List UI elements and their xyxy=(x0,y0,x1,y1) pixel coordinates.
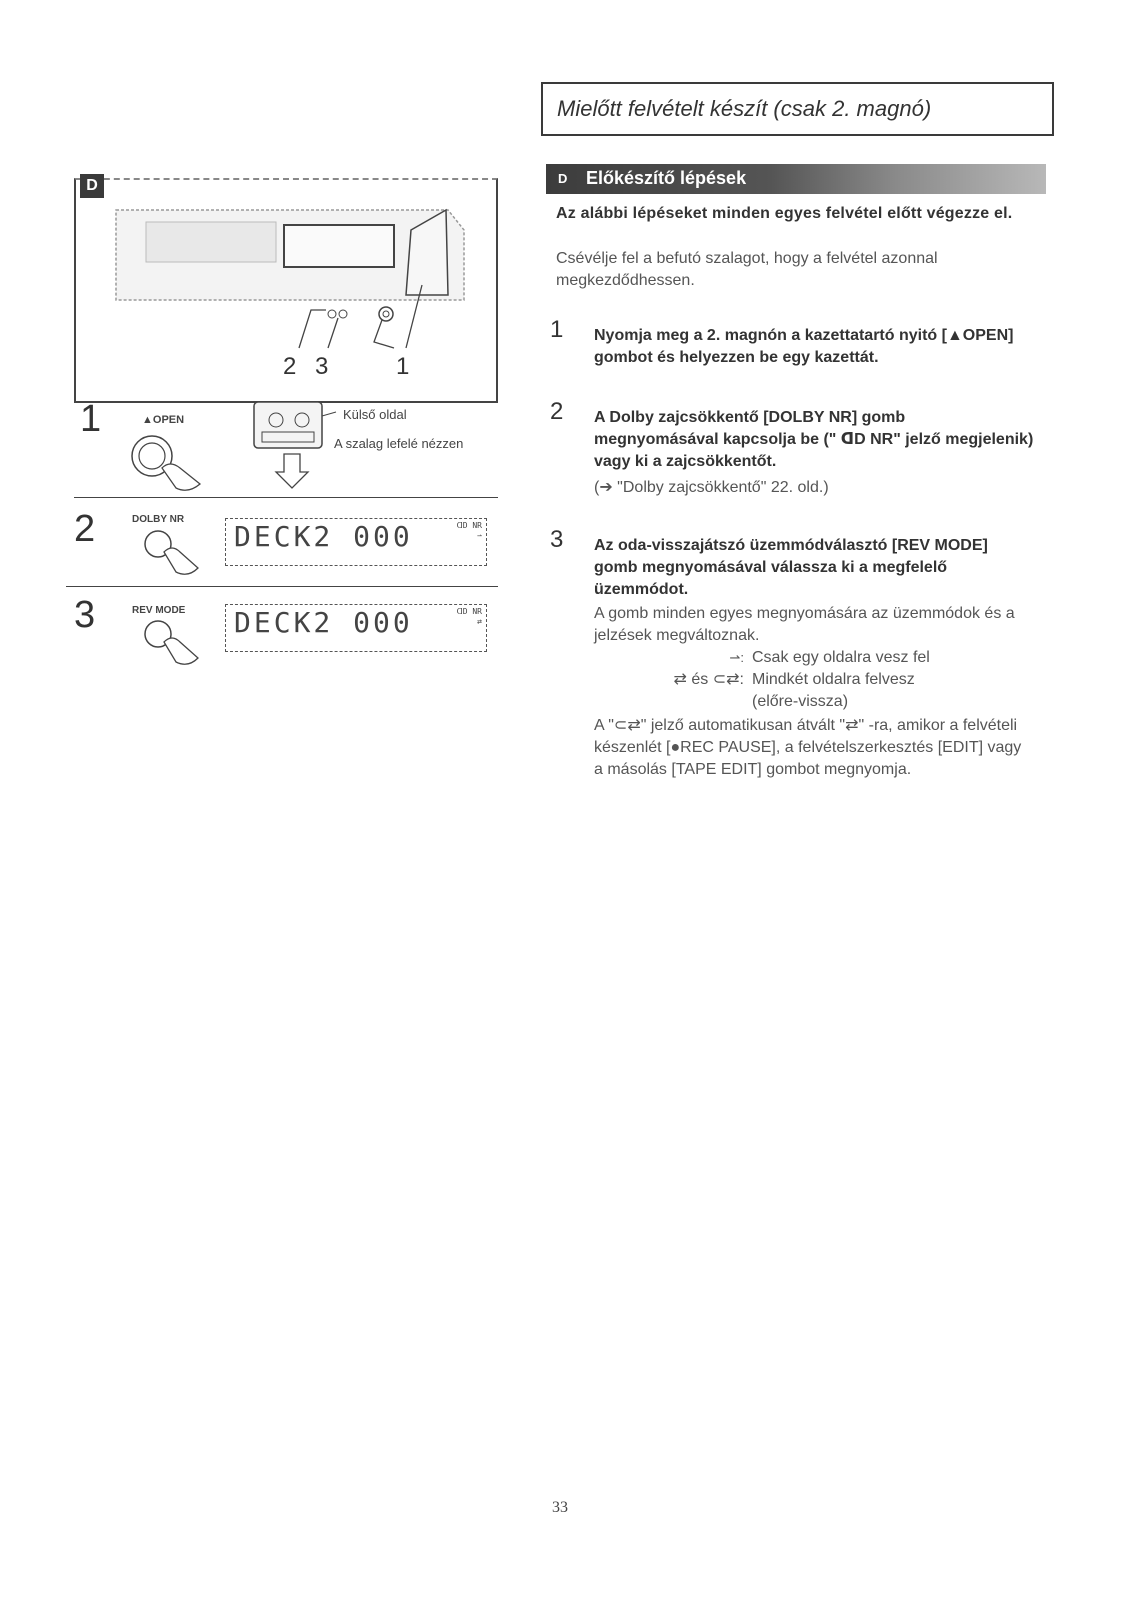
divider xyxy=(74,497,498,498)
mode-desc: Mindkét oldalra felvesz xyxy=(752,671,915,688)
step-number: 1 xyxy=(550,316,564,343)
step-text: Az oda-visszajátszó üzemmódválasztó [REV MODE] gomb megnyomásával válassza ki a megfelelő üzemmódot. xyxy=(594,537,988,598)
figure-step-number: 2 xyxy=(74,508,96,550)
figure-tag: D xyxy=(80,174,104,198)
divider xyxy=(66,586,498,587)
page-title: Mielőtt felvételt készít (csak 2. magnó) xyxy=(557,96,932,121)
dolby-nr-indicator: ᗡD NR xyxy=(456,607,482,616)
rev-mode-indicator: ⇀ xyxy=(477,531,482,540)
lcd-display xyxy=(225,604,487,652)
step-note: (➔ "Dolby zajcsökkentő" 22. old.) xyxy=(594,479,829,496)
mode-desc: (előre-vissza) xyxy=(752,693,849,710)
dolby-nr-indicator: ᗡD NR xyxy=(456,521,482,530)
callout-number: 3 xyxy=(315,353,329,380)
lcd-text: DECK2 000 xyxy=(234,606,413,639)
rev-mode-indicator: ⇄ xyxy=(477,617,482,626)
lcd-display xyxy=(225,518,487,566)
mode-icon: ⇀: xyxy=(729,650,744,665)
tape-orientation-label: A szalag lefelé nézzen xyxy=(334,436,464,451)
rev-mode-button-label: REV MODE xyxy=(132,605,186,616)
section-header xyxy=(546,164,1046,194)
step-note: A gomb minden egyes megnyomására az üzemmódok és a jelzések megváltoznak. xyxy=(594,605,1015,644)
figure-step-number: 3 xyxy=(74,594,96,636)
lcd-text: DECK2 000 xyxy=(234,520,413,553)
step-number: 3 xyxy=(550,526,564,553)
page-title-box xyxy=(541,82,1054,136)
open-button-label: ▲OPEN xyxy=(142,414,185,426)
mode-desc: Csak egy oldalra vesz fel xyxy=(752,649,930,666)
rev-mode-button-press-icon xyxy=(140,616,210,668)
callout-number: 2 xyxy=(283,353,297,380)
step-footer-note: A "⊂⇄" jelző automatikusan átvált "⇄" -ra, amikor a felvételi készenlét [●REC PAUSE], a felvételszerkesztés [EDIT] vagy a másolás [TAPE EDIT] gombot megnyomja. xyxy=(594,717,1022,778)
section-letter: D xyxy=(558,171,568,186)
step-text: A Dolby zajcsökkentő [DOLBY NR] gomb megnyomásával kapcsolja be (" ᗡD NR" jelző megjelenik) vagy ki a zajcsökkentőt. xyxy=(594,409,1034,470)
intro-text: Csévélje fel a befutó szalagot, hogy a felvétel azonnal megkezdődhessen. xyxy=(556,250,938,289)
step-text: Nyomja meg a 2. magnón a kazettatartó nyitó [▲OPEN] gombot és helyezzen be egy kazettát. xyxy=(594,327,1014,366)
intro-bold-text: Az alábbi lépéseket minden egyes felvétel előtt végezze el. xyxy=(556,205,1013,222)
outer-side-label: Külső oldal xyxy=(343,407,407,422)
dolby-button-press-icon xyxy=(140,526,210,578)
open-button-press-icon xyxy=(128,428,218,494)
mode-icon: ⇄ és ⊂⇄: xyxy=(673,671,744,688)
figure-step-number: 1 xyxy=(80,398,102,440)
callout-number: 1 xyxy=(396,353,410,380)
page-number: 33 xyxy=(552,1499,568,1516)
dolby-button-label: DOLBY NR xyxy=(132,514,185,525)
section-title: Előkészítő lépések xyxy=(586,168,747,188)
step-number: 2 xyxy=(550,398,564,425)
cassette-insert-icon xyxy=(248,396,338,496)
